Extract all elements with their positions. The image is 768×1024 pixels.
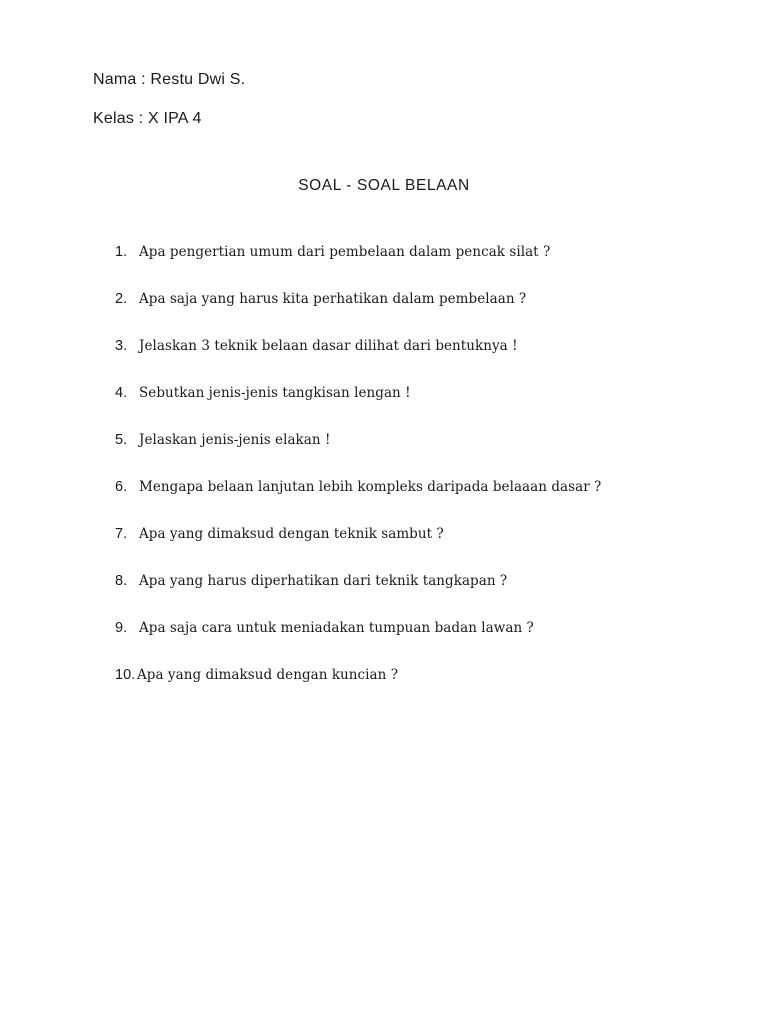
question-text: Apa saja cara untuk meniadakan tumpuan badan lawan ? (139, 620, 534, 636)
question-item (115, 385, 601, 432)
question-item (115, 667, 601, 714)
question-number: 8. (115, 573, 128, 589)
question-item (115, 620, 601, 667)
question-number: 5. (115, 432, 128, 448)
question-item (115, 526, 601, 573)
question-text: Jelaskan 3 teknik belaan dasar dilihat dari bentuknya ! (139, 338, 518, 354)
question-number: 10. (115, 667, 136, 683)
question-number: 6. (115, 479, 128, 495)
question-text: Apa saja yang harus kita perhatikan dalam pembelaan ? (139, 291, 527, 307)
question-text: Apa pengertian umum dari pembelaan dalam pencak silat ? (139, 244, 551, 260)
question-text: Apa yang dimaksud dengan kuncian ? (137, 667, 399, 683)
question-item (115, 291, 601, 338)
question-item (115, 244, 601, 291)
question-number: 7. (115, 526, 128, 542)
question-text: Sebutkan jenis-jenis tangkisan lengan ! (139, 385, 411, 401)
student-name: Nama : Restu Dwi S. (93, 71, 246, 88)
question-text: Mengapa belaan lanjutan lebih kompleks daripada belaaan dasar ? (139, 479, 602, 495)
question-number: 2. (115, 291, 128, 307)
question-text: Apa yang harus diperhatikan dari teknik tangkapan ? (139, 573, 508, 589)
question-item (115, 432, 601, 479)
question-number: 3. (115, 338, 128, 354)
student-class: Kelas : X IPA 4 (93, 110, 202, 127)
question-item (115, 479, 601, 526)
question-list (115, 244, 601, 714)
question-number: 9. (115, 620, 128, 636)
question-text: Jelaskan jenis-jenis elakan ! (139, 432, 331, 448)
document-title: SOAL - SOAL BELAAN (298, 177, 470, 194)
question-item (115, 573, 601, 620)
question-item (115, 338, 601, 385)
question-number: 4. (115, 385, 128, 401)
question-text: Apa yang dimaksud dengan teknik sambut ? (139, 526, 444, 542)
question-number: 1. (115, 244, 128, 260)
